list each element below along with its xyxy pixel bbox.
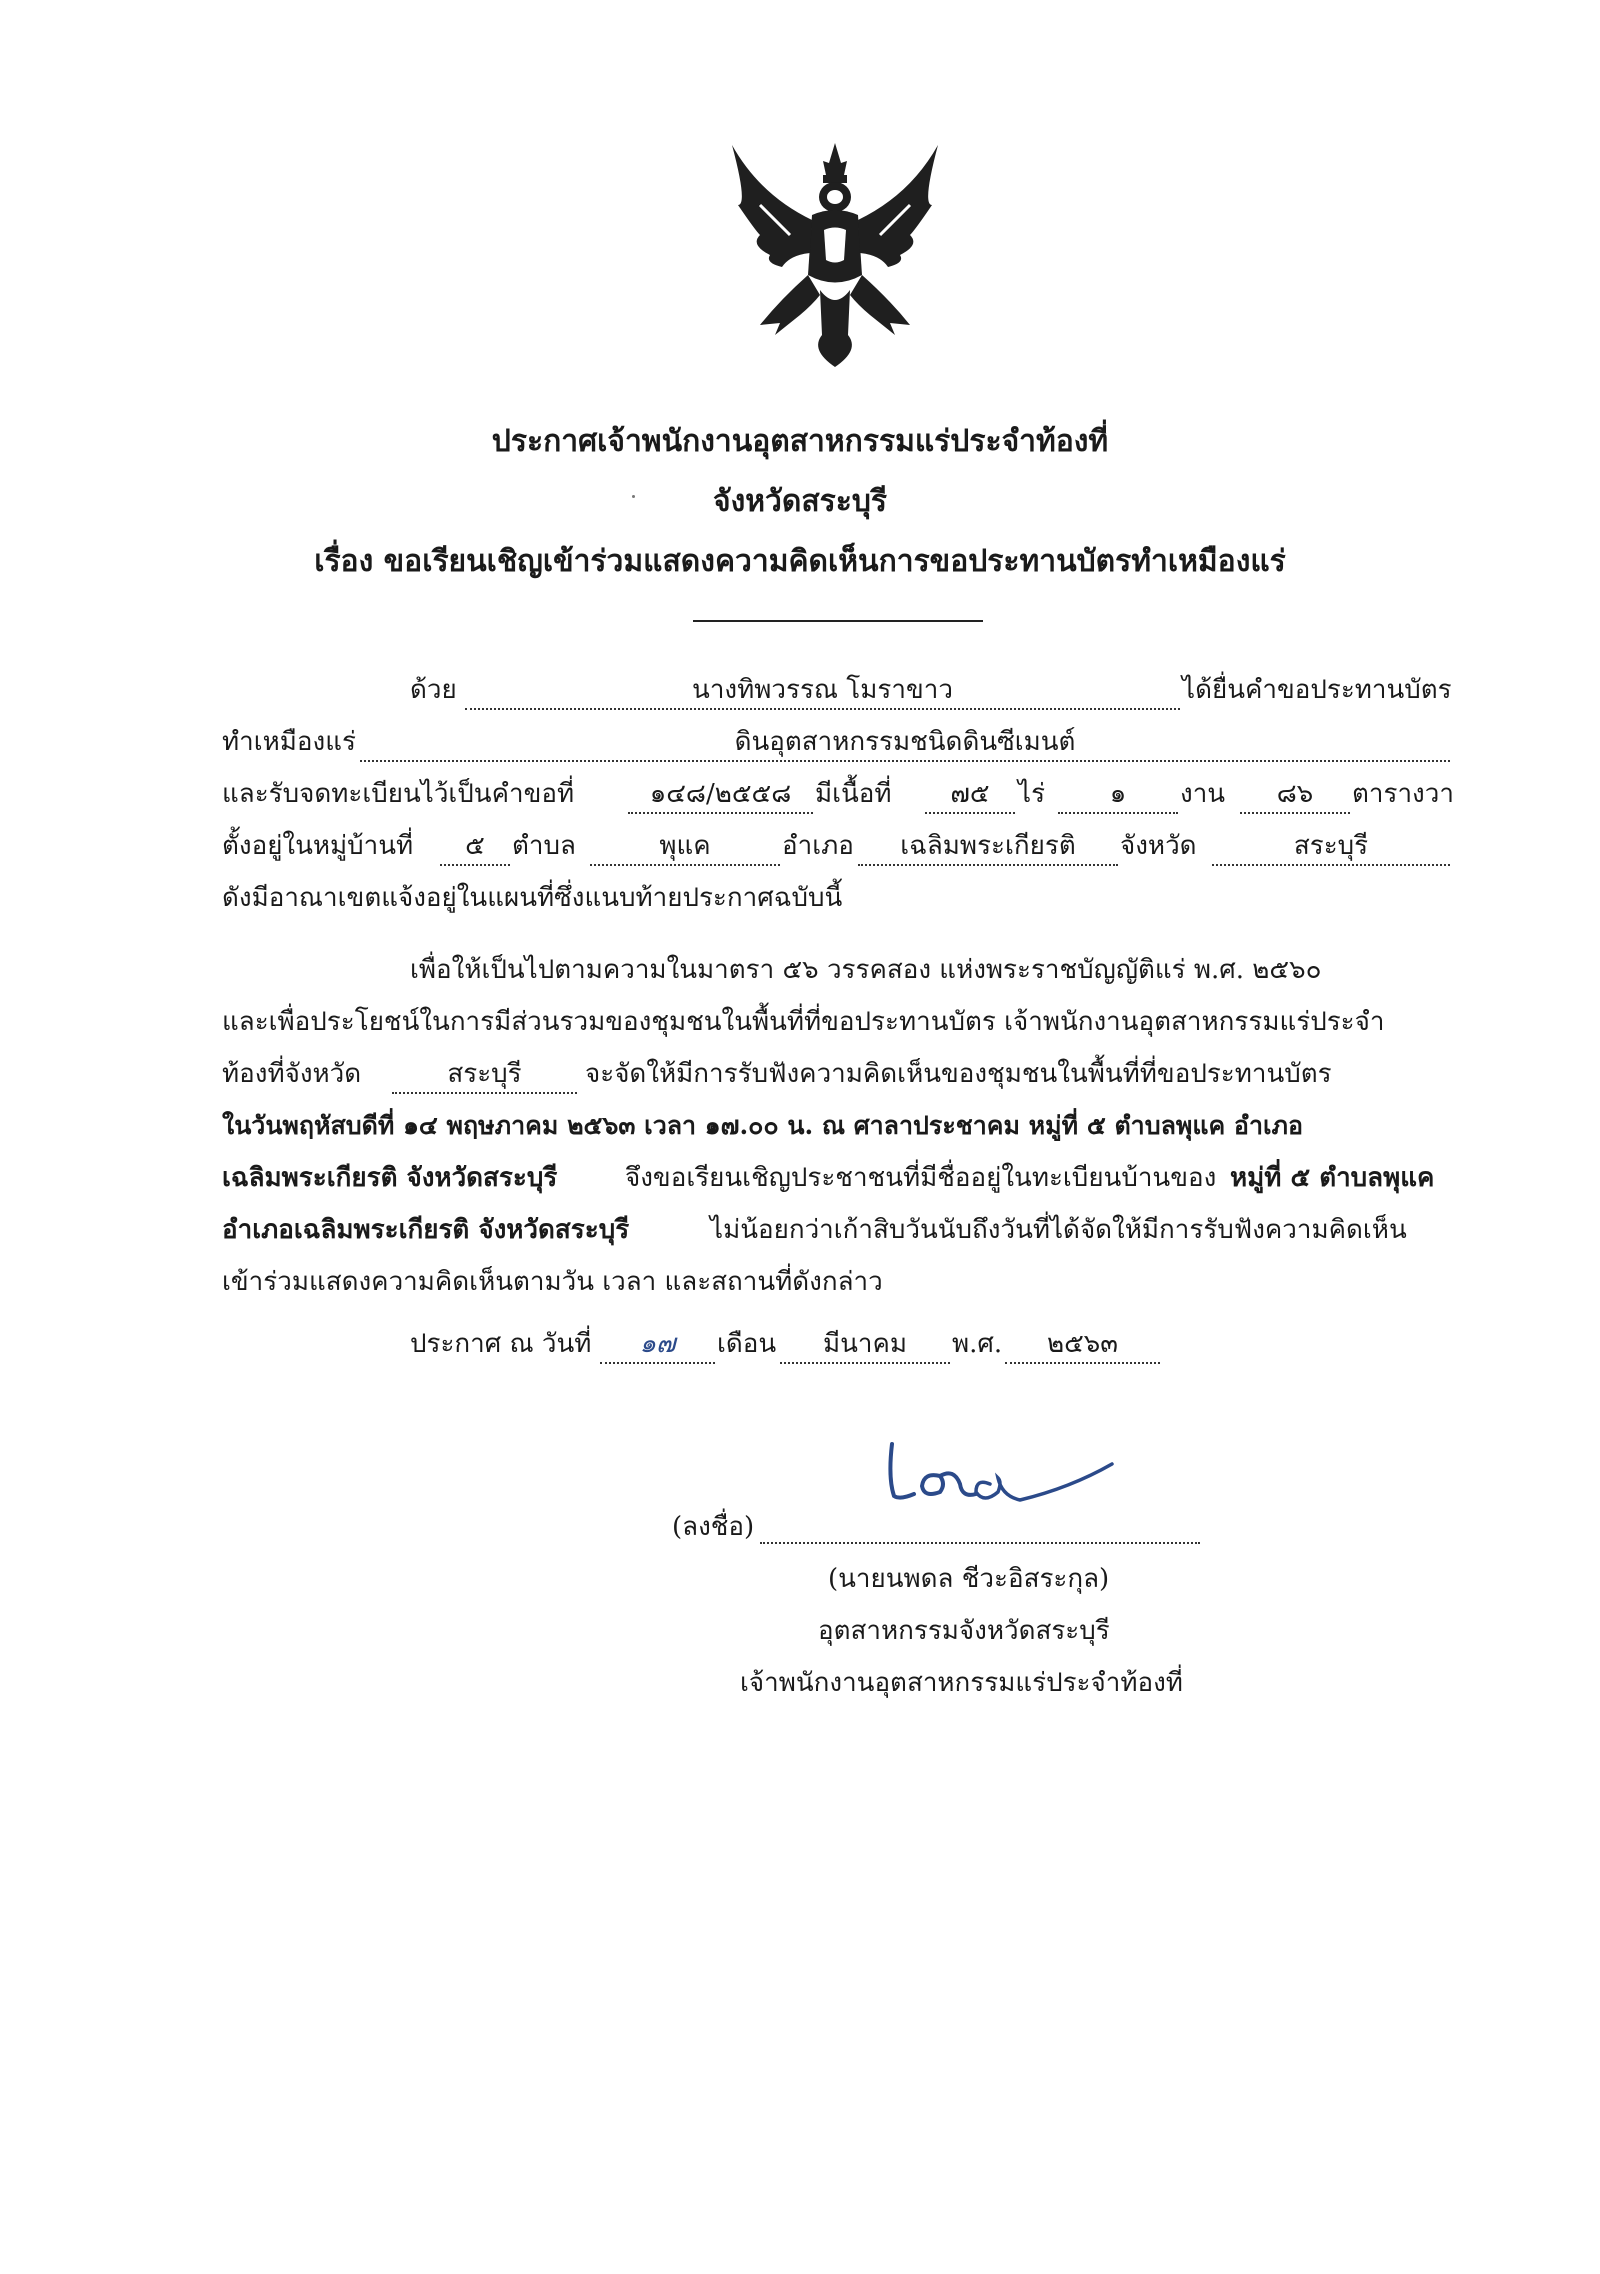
label-ngan: งาน bbox=[1180, 779, 1226, 809]
announcement-province: จังหวัดสระบุรี bbox=[712, 484, 888, 519]
para2-line5b: จึงขอเรียนเชิญประชาชนที่มีชื่ออยู่ในทะเบียนบ้านของ bbox=[625, 1163, 1217, 1193]
label-registered: และรับจดทะเบียนไว้เป็นคำขอที่ bbox=[222, 779, 575, 809]
label-month: เดือน bbox=[717, 1329, 777, 1359]
wa-field: ๘๖ bbox=[1240, 776, 1350, 814]
request-number-field: ๑๔๘/๒๕๕๘ bbox=[628, 776, 813, 814]
village-field: ๕ bbox=[440, 828, 510, 866]
announcement-title: ประกาศเจ้าพนักงานอุตสาหกรรมแร่ประจำท้องที่ bbox=[491, 424, 1109, 459]
label-rai: ไร่ bbox=[1018, 779, 1046, 809]
rai-field: ๗๕ bbox=[925, 776, 1015, 814]
para2-line5c: หมู่ที่ ๕ ตำบลพุแค bbox=[1230, 1163, 1435, 1193]
label-year: พ.ศ. bbox=[952, 1329, 1003, 1359]
applicant-field: นางทิพวรรณ โมราขาว bbox=[465, 672, 1180, 710]
signatory-name: (นายนพดล ชีวะอิสระกุล) bbox=[828, 1564, 1110, 1594]
amphoe-field: เฉลิมพระเกียรติ bbox=[858, 828, 1118, 866]
label-tambon: ตำบล bbox=[512, 831, 576, 861]
garuda-emblem-icon bbox=[720, 135, 950, 370]
signatory-position-2: เจ้าพนักงานอุตสาหกรรมแร่ประจำท้องที่ bbox=[740, 1668, 1183, 1698]
para2-line2: และเพื่อประโยชน์ในการมีส่วนรวมของชุมชนในพื้นที่ที่ขอประทานบัตร เจ้าพนักงานอุตสาหกรรมแร่ประจำ bbox=[222, 1007, 1385, 1037]
label-filed: ได้ยื่นคำขอประทานบัตร bbox=[1182, 675, 1452, 705]
announce-day-field: ๑๗ bbox=[600, 1326, 715, 1364]
para2-line6a: อำเภอเฉลิมพระเกียรติ จังหวัดสระบุรี bbox=[222, 1215, 630, 1245]
para2-line3b: จะจัดให้มีการรับฟังความคิดเห็นของชุมชนในพื้นที่ที่ขอประทานบัตร bbox=[585, 1059, 1332, 1089]
signature-line bbox=[760, 1506, 1200, 1544]
signatory-position-1: อุตสาหกรรมจังหวัดสระบุรี bbox=[818, 1616, 1110, 1646]
ngan-field: ๑ bbox=[1058, 776, 1178, 814]
announcement-subject: เรื่อง ขอเรียนเชิญเข้าร่วมแสดงความคิดเห็นการขอประทานบัตรทำเหมืองแร่ bbox=[314, 544, 1286, 579]
province-field: สระบุรี bbox=[1212, 828, 1450, 866]
para2-province-field: สระบุรี bbox=[392, 1056, 577, 1094]
label-village: ตั้งอยู่ในหมู่บ้านที่ bbox=[222, 831, 414, 861]
label-wa: ตารางวา bbox=[1352, 779, 1454, 809]
label-area: มีเนื้อที่ bbox=[815, 779, 892, 809]
para2-line5a: เฉลิมพระเกียรติ จังหวัดสระบุรี bbox=[222, 1163, 558, 1193]
label-province: จังหวัด bbox=[1120, 831, 1197, 861]
para2-line1: เพื่อให้เป็นไปตามความในมาตรา ๕๖ วรรคสอง แห่งพระราชบัญญัติแร่ พ.ศ. ๒๕๖๐ bbox=[410, 955, 1322, 985]
announce-month-field: มีนาคม bbox=[780, 1326, 950, 1364]
label-mine: ทำเหมืองแร่ bbox=[222, 727, 356, 757]
meeting-datetime-place: ในวันพฤหัสบดีที่ ๑๔ พฤษภาคม ๒๕๖๓ เวลา ๑๗.๐๐ น. ณ ศาลาประชาคม หมู่ที่ ๕ ตำบลพุแค อำเภอ bbox=[222, 1111, 1304, 1140]
para2-line7: เข้าร่วมแสดงความคิดเห็นตามวัน เวลา และสถานที่ดังกล่าว bbox=[222, 1267, 883, 1297]
para2-line3a: ท้องที่จังหวัด bbox=[222, 1059, 362, 1089]
announce-year-field: ๒๕๖๓ bbox=[1005, 1326, 1160, 1364]
tambon-field: พุแค bbox=[590, 828, 780, 866]
label-signed: (ลงชื่อ) bbox=[672, 1512, 755, 1542]
label-by: ด้วย bbox=[410, 675, 457, 705]
para2-line6b: ไม่น้อยกว่าเก้าสิบวันนับถึงวันที่ได้จัดให้มีการรับฟังความคิดเห็น bbox=[710, 1215, 1407, 1245]
label-amphoe: อำเภอ bbox=[782, 831, 854, 861]
map-note: ดังมีอาณาเขตแจ้งอยู่ในแผนที่ซึ่งแนบท้ายประกาศฉบับนี้ bbox=[222, 883, 843, 913]
label-announce-date: ประกาศ ณ วันที่ bbox=[410, 1329, 592, 1359]
title-divider bbox=[693, 620, 983, 622]
mineral-field: ดินอุตสาหกรรมชนิดดินซีเมนต์ bbox=[360, 724, 1450, 762]
